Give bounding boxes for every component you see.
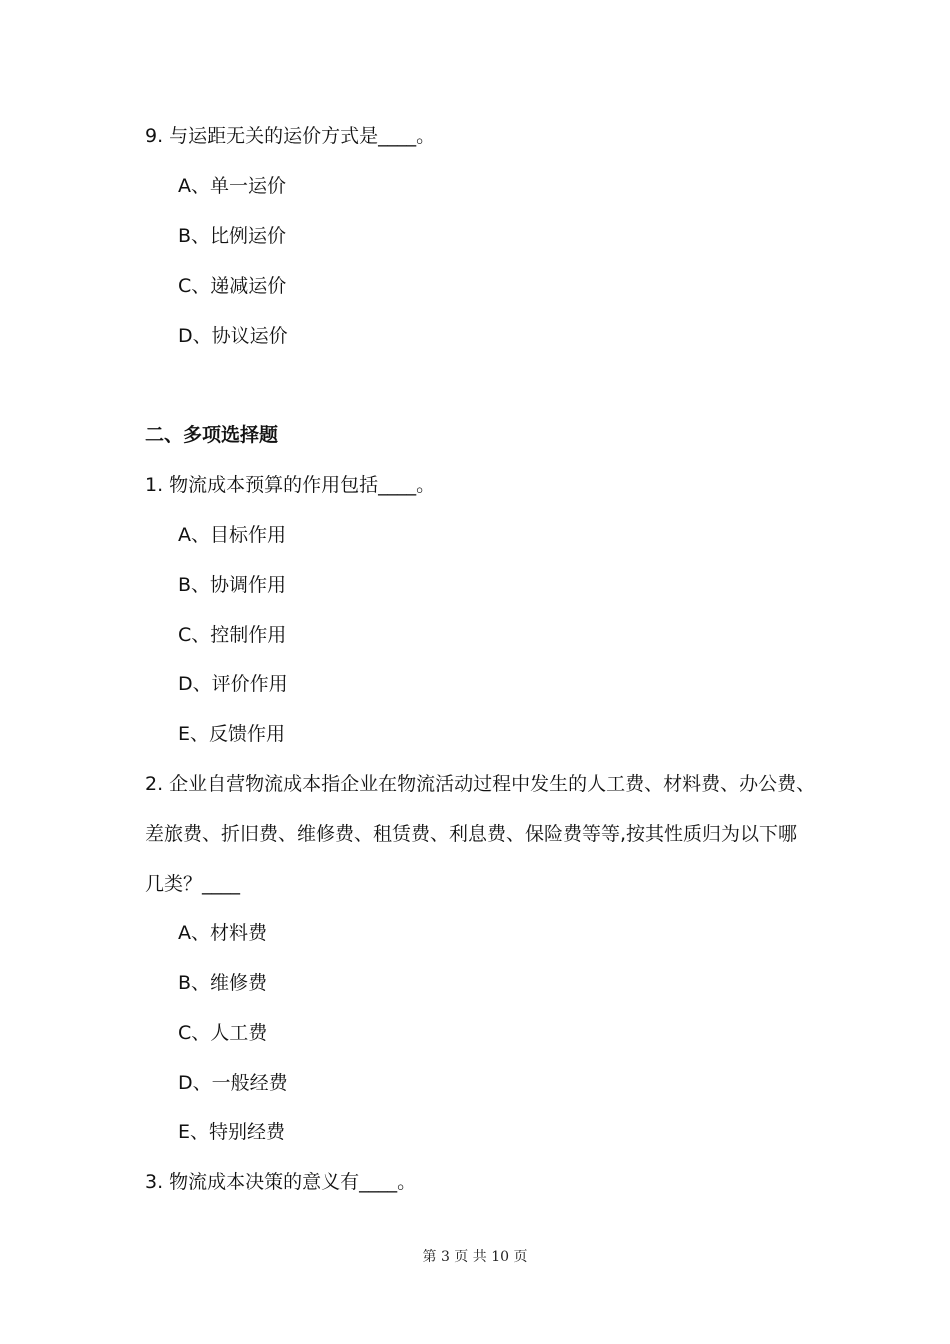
question-9-option-a: A、单一运价 xyxy=(178,175,286,197)
question-2-option-a: A、材料费 xyxy=(178,922,267,944)
question-2-option-c: C、人工费 xyxy=(178,1022,268,1044)
question-2-option-d: D、一般经费 xyxy=(178,1072,288,1094)
question-2-option-e: E、特别经费 xyxy=(178,1121,286,1143)
question-2-line-2: 差旅费、折旧费、维修费、租赁费、利息费、保险费等等,按其性质归为以下哪 xyxy=(145,823,798,845)
question-9-option-d: D、协议运价 xyxy=(178,325,288,347)
section-heading: 二、多项选择题 xyxy=(145,424,279,446)
question-1-option-e: E、反馈作用 xyxy=(178,723,286,745)
question-1: 1. 物流成本预算的作用包括____。 xyxy=(145,474,436,496)
question-2-line-1: 2. 企业自营物流成本指企业在物流活动过程中发生的人工费、材料费、办公费、 xyxy=(145,773,816,795)
question-1-option-d: D、评价作用 xyxy=(178,673,288,695)
question-2-option-b: B、维修费 xyxy=(178,972,268,994)
question-1-option-a: A、目标作用 xyxy=(178,524,286,546)
question-1-option-c: C、控制作用 xyxy=(178,624,287,646)
question-2-line-3: 几类？____ xyxy=(145,873,241,895)
question-9-option-b: B、比例运价 xyxy=(178,225,287,247)
page-number-footer: 第 3 页 共 10 页 xyxy=(422,1249,528,1265)
question-1-option-b: B、协调作用 xyxy=(178,574,287,596)
question-9-option-c: C、递减运价 xyxy=(178,275,287,297)
question-9: 9. 与运距无关的运价方式是____。 xyxy=(145,125,436,147)
question-3: 3. 物流成本决策的意义有____。 xyxy=(145,1171,417,1193)
